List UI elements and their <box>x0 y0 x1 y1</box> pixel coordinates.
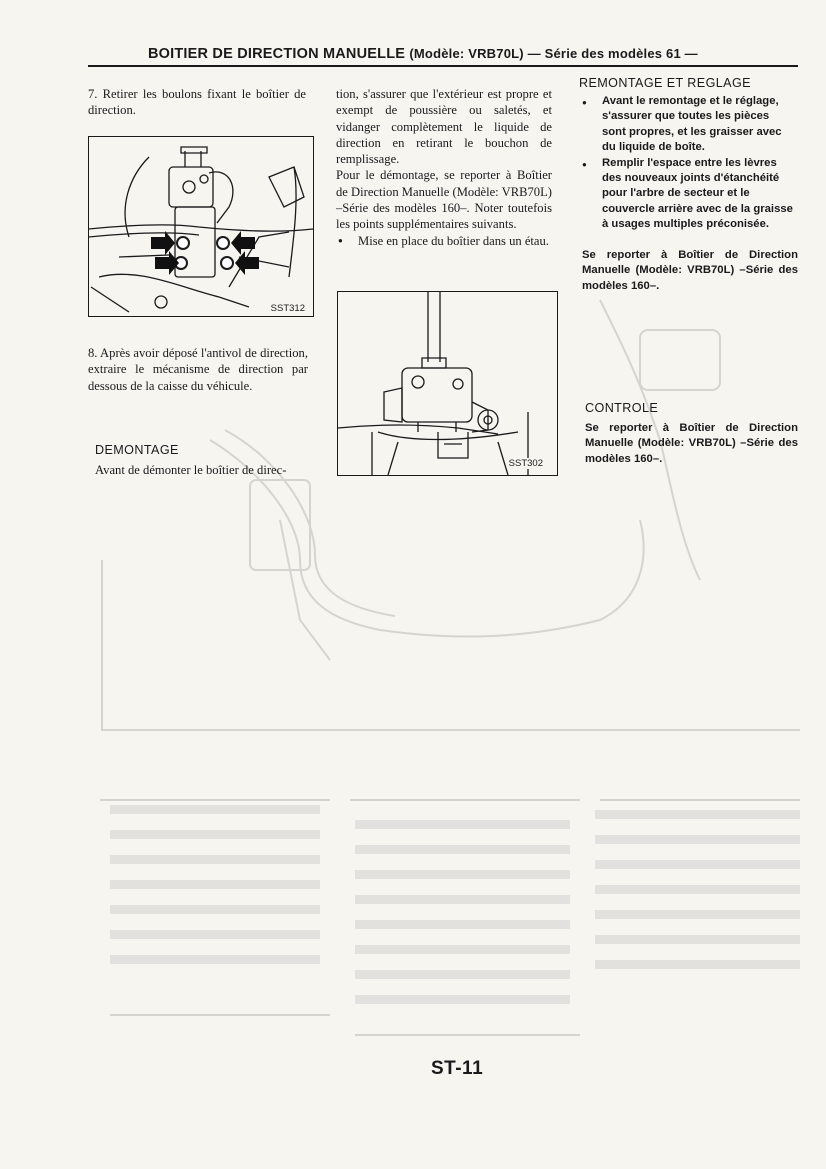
vise-illustration <box>338 292 557 475</box>
figure-1-label: SST312 <box>270 303 305 314</box>
header-rule <box>88 65 798 67</box>
demontage-intro-text: Avant de démonter le boîtier de direc- <box>95 463 287 477</box>
remontage-heading: REMONTAGE ET REGLAGE <box>579 76 751 90</box>
vise-bullet: ● Mise en place du boîtier dans un étau. <box>336 233 552 249</box>
remontage-bullets <box>580 94 796 233</box>
remontage-reference <box>582 248 798 294</box>
middle-column-text <box>336 86 552 249</box>
step-7-text: 7. Retirer les boulons fixant le boîtier de direction. <box>88 87 306 118</box>
step-7 <box>88 86 306 119</box>
remontage-reference-text: Se reporter à Boîtier de Direction Manuelle (Modèle: VRB70L) –Série des modèles 160–. <box>582 249 798 292</box>
step-8-text: 8. Après avoir déposé l'antivol de direction, extraire le mécanisme de direction par dessous de la caisse du véhicule. <box>88 346 308 393</box>
controle-reference-text: Se reporter à Boîtier de Direction Manuelle (Modèle: VRB70L) –Série des modèles 160–. <box>585 422 798 465</box>
reference-paragraph: Pour le démontage, se reporter à Boîtier de Direction Manuelle (Modèle: VRB70L) –Série des modèles 160–. Noter toutefois les points supplémentaires suivants. <box>336 168 552 232</box>
controle-heading: CONTROLE <box>585 401 659 415</box>
figure-steering-box-vise <box>337 291 558 476</box>
demontage-heading: DEMONTAGE <box>95 443 179 457</box>
header-title-sub: (Modèle: VRB70L) — Série des modèles 61 — <box>409 46 698 61</box>
remontage-bullet-1: ● Avant le remontage et le réglage, s'assurer que toutes les pièces sont propres, et les graisser avec du liquide de boîte. <box>580 94 796 156</box>
controle-reference <box>585 421 798 467</box>
steering-box-illustration <box>89 137 313 316</box>
cleaning-paragraph: tion, s'assurer que l'extérieur est propre et exempt de poussière ou saletés, et vidanger complètement le liquide de direction en retirant le bouchon de remplissage. <box>336 87 552 167</box>
step-8 <box>88 345 308 394</box>
remontage-bullet-2: ● Remplir l'espace entre les lèvres des nouveaux joints d'étanchéité pour l'arbre de secteur et le couvercle arrière avec de la graisse à usages multiples préconisée. <box>580 156 796 233</box>
page-number: ST-11 <box>431 1058 484 1079</box>
figure-2-label: SST302 <box>508 458 543 469</box>
header-title-main: BOITIER DE DIRECTION MANUELLE <box>148 46 406 62</box>
figure-steering-box-bolts <box>88 136 314 317</box>
demontage-intro <box>95 462 315 478</box>
page-header <box>148 46 748 62</box>
